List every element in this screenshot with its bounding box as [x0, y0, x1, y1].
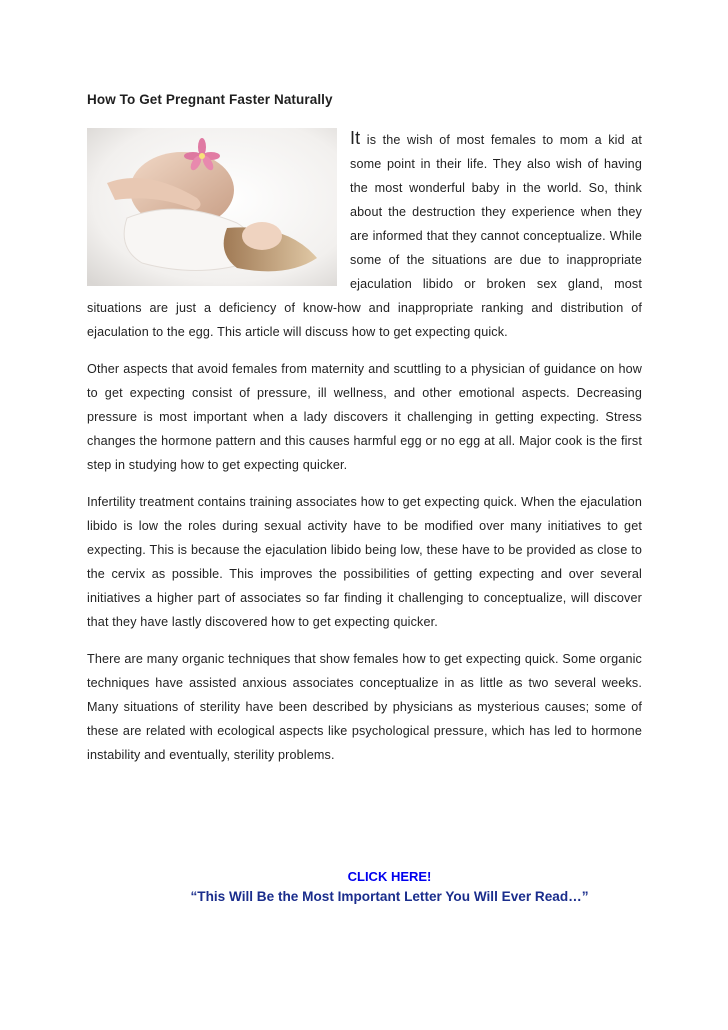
click-here-link[interactable]: CLICK HERE! — [347, 869, 432, 884]
pregnant-woman-photo — [87, 128, 337, 286]
cta-quote: “This Will Be the Most Important Letter You Will Ever Read…” — [190, 889, 589, 904]
article-body — [87, 128, 642, 780]
paragraph-1 — [87, 128, 642, 344]
paragraph-2: Other aspects that avoid females from maternity and scuttling to a physician of guidance on how to get expecting consist of pressure, ill wellness, and other emotional aspects. Decreasing pressure is most important when a lady discovers it challenging in getting expecting. Stress changes the hormone pattern and this causes harmful egg or no egg at all. Major cook is the first step in studying how to get expecting quicker. — [87, 362, 642, 472]
article-title: How To Get Pregnant Faster Naturally — [87, 92, 333, 107]
paragraph-1-text: is the wish of most females to mom a kid at some point in their life. They also wish of having the most wonderful baby in the world. So, think about the destruction they experience when they are informed that they cannot conceptualize. While some of the situations are due to inappropriate ejaculation libido or broken sex gland, most situations are just a deficiency of know-how and inappropriate ranking and distribution of ejaculation to the egg. This article will discuss how to get expecting quick. — [87, 133, 642, 339]
paragraph-3: Infertility treatment contains training associates how to get expecting quick. When the ejaculation libido is low the roles during sexual activity have to be modified over many initiatives to get expecting. This is because the ejaculation libido being low, these have to be provided as close to the cervix as possible. This improves the possibilities of getting expecting and over several initiatives a higher part of associates so far finding it challenging to conceptualize, will discover that they have lastly discovered how to get expecting quicker. — [87, 495, 642, 629]
paragraph-4: There are many organic techniques that show females how to get expecting quick. Some organic techniques have assisted anxious associates conceptualize in as little as two several weeks. Many situations of sterility have been described by physicians as mysterious causes; some of these are related with ecological aspects like psychological pressure, which has led to hormone instability and eventually, sterility problems. — [87, 652, 642, 762]
dropcap: It — [350, 128, 361, 148]
